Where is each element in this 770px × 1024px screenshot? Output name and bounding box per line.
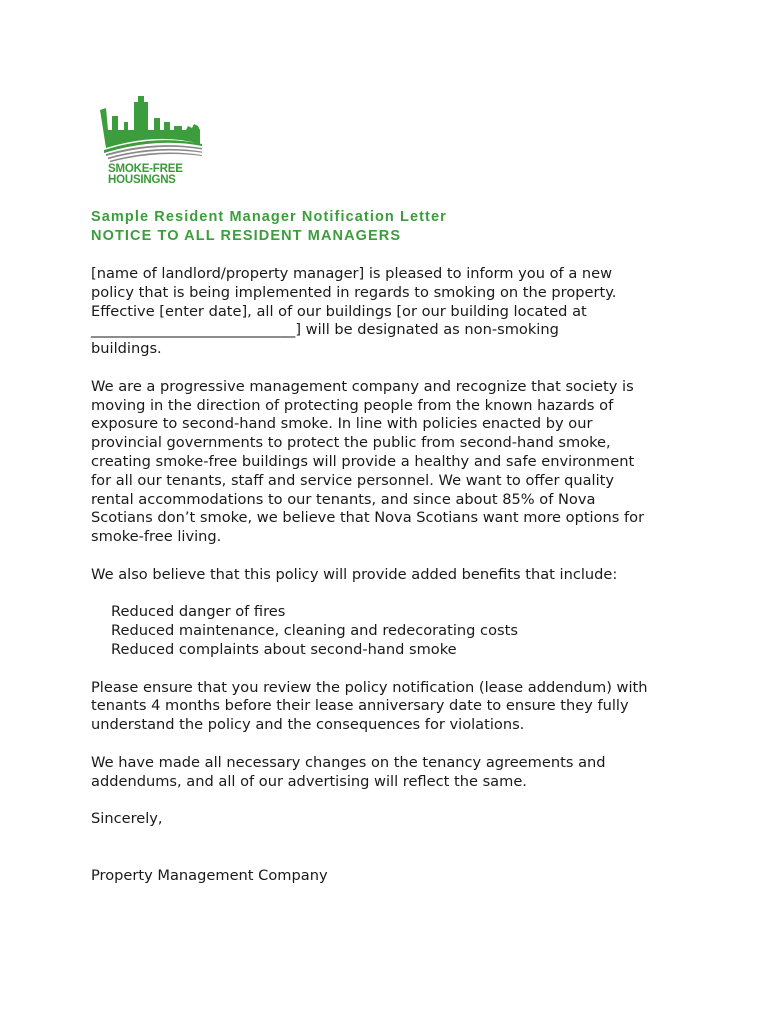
list-item: Reduced danger of fires	[111, 603, 286, 621]
text-line: We have made all necessary changes on the tenancy agreements and	[91, 753, 606, 771]
letter-title: Sample Resident Manager Notification Letter	[91, 209, 447, 225]
text-line: exposure to second-hand smoke. In line with policies enacted by our	[91, 415, 593, 433]
letter-subtitle: NOTICE TO ALL RESIDENT MANAGERS	[91, 228, 402, 244]
letter-body	[91, 265, 691, 904]
text-line: rental accommodations to our tenants, and since about 85% of Nova	[91, 490, 596, 508]
smoke-free-housing-logo	[98, 92, 208, 188]
text-line: smoke-free living.	[91, 528, 222, 546]
text-line: We are a progressive management company and recognize that society is	[91, 377, 634, 395]
paragraph-policy-announcement	[91, 265, 691, 359]
logo-line-2	[108, 175, 183, 186]
text-line: Effective [enter date], all of our buildings [or our building located at	[91, 302, 587, 320]
paragraph-review-instructions	[91, 679, 691, 735]
text-line: moving in the direction of protecting people from the known hazards of	[91, 396, 614, 414]
paragraph-benefits-intro	[91, 566, 691, 585]
text-line: tenants 4 months before their lease anniversary date to ensure they fully	[91, 697, 629, 715]
logo-line-2-main: HOUSING	[108, 174, 161, 186]
paragraph-rationale	[91, 378, 691, 547]
text-line: understand the policy and the consequences for violations.	[91, 716, 525, 734]
text-line: Please ensure that you review the policy notification (lease addendum) with	[91, 678, 648, 696]
text-line: [name of landlord/property manager] is pleased to inform you of a new	[91, 265, 613, 282]
signature	[91, 867, 691, 886]
city-skyline-icon	[98, 92, 208, 164]
logo-line-2-suffix: NS	[160, 174, 176, 186]
text-line: policy that is being implemented in regards to smoking on the property.	[91, 283, 617, 301]
text-line: creating smoke-free buildings will provide a healthy and safe environment	[91, 452, 635, 470]
text-line: Scotians don’t smoke, we believe that Nova Scotians want more options for	[91, 509, 645, 527]
logo-line-1: SMOKE-FREE	[108, 163, 183, 175]
text-line: buildings.	[91, 340, 162, 358]
benefits-list	[91, 603, 691, 659]
text-line: ____________________________] will be designated as non-smoking	[91, 321, 559, 339]
text-line: We also believe that this policy will provide added benefits that include:	[91, 565, 618, 583]
text-line: provincial governments to protect the public from second-hand smoke,	[91, 434, 611, 452]
signature-space	[91, 848, 691, 867]
list-item: Reduced maintenance, cleaning and redecorating costs	[111, 622, 518, 640]
letter-heading	[91, 208, 447, 246]
signature-text: Property Management Company	[91, 866, 328, 884]
paragraph-changes	[91, 754, 691, 792]
text-line: addendums, and all of our advertising will reflect the same.	[91, 772, 527, 790]
list-item: Reduced complaints about second-hand smoke	[111, 640, 457, 658]
closing	[91, 810, 691, 829]
logo-wordmark	[108, 164, 183, 186]
text-line: for all our tenants, staff and service personnel. We want to offer quality	[91, 471, 615, 489]
closing-text: Sincerely,	[91, 810, 163, 828]
